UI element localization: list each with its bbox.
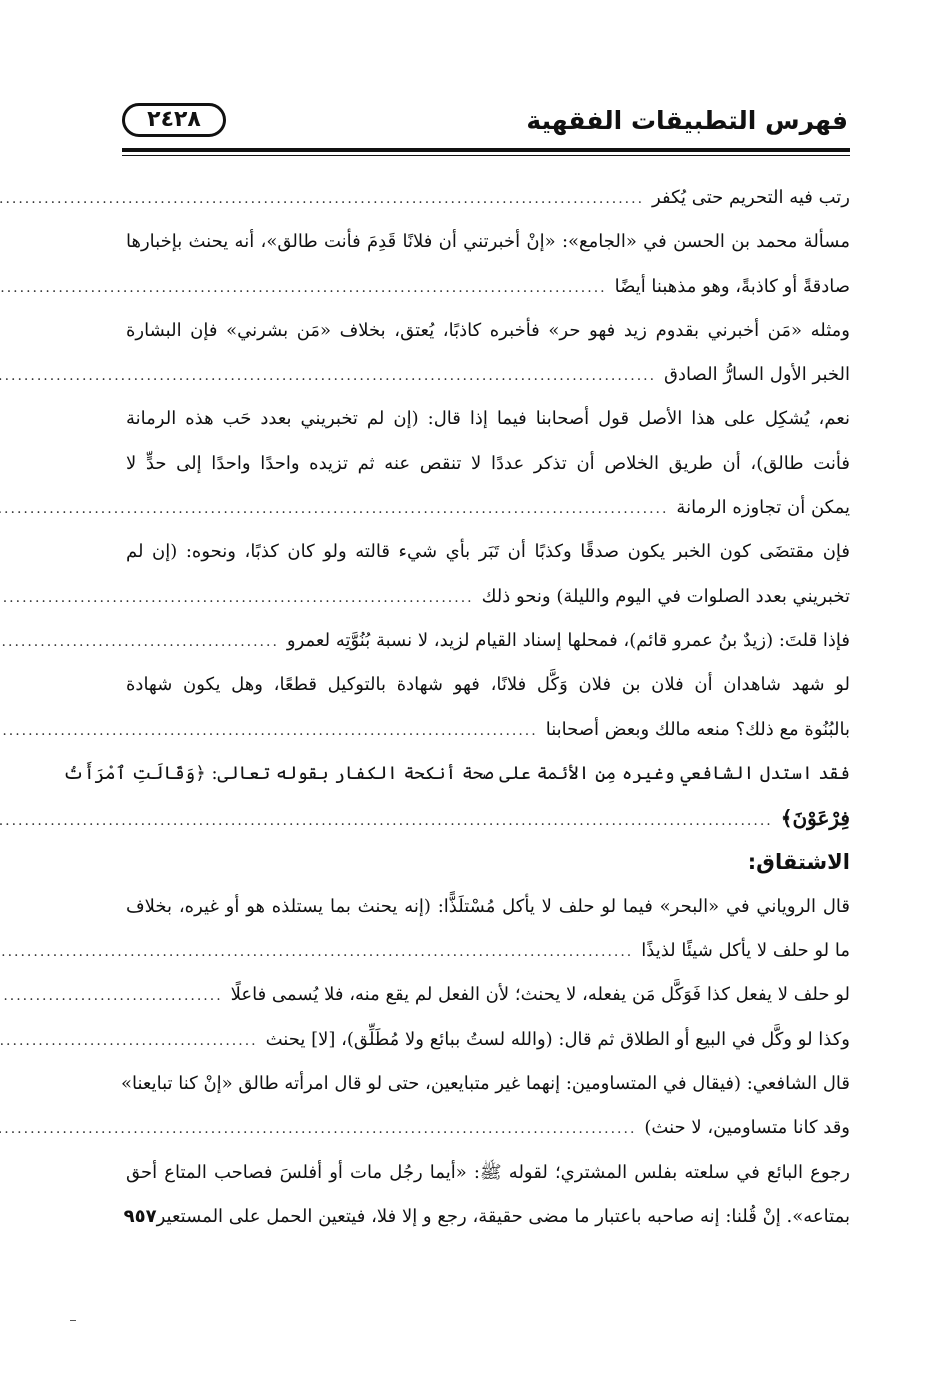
page-title: فهرس التطبيقات الفقهية — [526, 106, 848, 135]
entry-text: وقد كانا متساومين، لا حنث) — [644, 1117, 850, 1139]
entry-text: بمتاعه». إنْ قُلنا: إنه صاحبه باعتبار ما مضى حقيقة، رجع و إلا فلا، فيتعين الحمل على المستعير — [156, 1205, 850, 1227]
entry-text: وكذا لو وكَّل في البيع أو الطلاق ثم قال: (والله لستُ ببائع ولا مُطَلِّق)، [لا] يحنث — [265, 1028, 850, 1050]
index-entry — [126, 1151, 850, 1195]
entry-text: فإذا قلتَ: (زيدٌ بنُ عمرو قائم)، فمحلها إسناد القيام لزيد، لا نسبة بُنُوَّتِه لعمرو — [286, 629, 850, 651]
entry-text: فأنت طالق)، أن طريق الخلاص أن تذكر عددًا لا تنقص عنه ثم تزيده واحدًا واحدًا إلى حدٍّ لا — [126, 452, 850, 474]
entry-text: ما لو حلف لا يأكل شيئًا لذيذًا — [641, 940, 850, 962]
index-entry — [126, 663, 850, 707]
entry-text: صادقةً أو كاذبةً، وهو مذهبنا أيضًا — [614, 275, 850, 297]
index-entry — [126, 442, 850, 486]
entry-page-number: ٩٥٧ — [123, 1205, 157, 1227]
leader-dots — [0, 799, 773, 843]
quran-verse-text: فِرْعَوْنَ﴾ — [780, 806, 850, 831]
entry-text: ومثله «مَن أخبرني بقدوم زيد فهو حر» فأخبره كاذبًا، يُعتق، بخلاف «مَن بشرني» فإن البشارة — [126, 319, 850, 341]
index-entry — [62, 752, 850, 796]
page-header — [122, 100, 848, 146]
leader-dots — [0, 620, 279, 664]
header-rule-thick — [122, 148, 850, 152]
leader-dots — [0, 177, 644, 221]
entry-text: فإن مقتضَى كون الخبر يكون صدقًا وكذبًا أن تَبَر بأي شيء قالته ولو كان كذبًا، ونحوه: (إن لم — [126, 541, 850, 563]
header-rule-thin — [122, 155, 850, 156]
index-entry — [126, 176, 850, 220]
index-entry — [126, 929, 850, 973]
index-entry — [126, 265, 850, 309]
leader-dots — [0, 930, 633, 974]
index-entry — [126, 309, 850, 353]
index-entry — [126, 575, 850, 619]
index-entry — [126, 530, 850, 574]
leader-dots — [0, 709, 538, 753]
entry-text: رجوع البائع في سلعته بفلس المشتري؛ لقوله ﷺ: «أيما رجُل مات أو أفلسَ فصاحب المتاع أحق — [126, 1161, 850, 1183]
index-entry — [126, 486, 850, 530]
leader-dots — [0, 266, 607, 310]
index-body — [62, 176, 850, 1239]
leader-dots — [0, 974, 223, 1018]
entry-text: تخبريني بعدد الصلوات في اليوم والليلة) ونحو ذلك — [481, 585, 850, 607]
entry-text: مسألة محمد بن الحسن في «الجامع»: «إنْ أخبرتني أن فلانًا قَدِمَ فأنت طالق»، أنه يحنث بإخبارها — [126, 231, 850, 253]
footer-mark — [70, 1320, 76, 1321]
section-heading: الاشتقاق: — [747, 850, 850, 875]
entry-text: بالبُنُوة مع ذلك؟ منعه مالك وبعض أصحابنا — [545, 718, 850, 740]
leader-dots — [0, 1019, 258, 1063]
entry-text: نعم، يُشكِل على هذا الأصل قول أصحابنا فيما إذا قال: (إن لم تخبريني بعدد حَب هذه الرمانة — [126, 408, 850, 430]
leader-dots — [0, 576, 474, 620]
entry-text: يمكن أن تجاوزه الرمانة — [676, 497, 850, 519]
index-entry — [126, 1106, 850, 1150]
entry-text: فقد استدل الشافعي وغيره مِن الأئمة على صحة أنكحة الكفار بقوله تعالى: ﴿وَقَالَتِ ٱمْرَأَتُ — [62, 762, 850, 784]
entry-text: قال الروياني في «البحر» فيما لو حلف لا يأكل مُسْتلَذًّا: (إنه يحنث بما يستلذه هو أو غيره، بخلاف — [126, 895, 850, 917]
index-entry — [126, 220, 850, 264]
entry-text: لو حلف لا يفعل كذا فَوَكَّل مَن يفعله، لا يحنث؛ لأن الفعل لم يقع منه، فلا يُسمى فاعلًا — [230, 984, 850, 1006]
index-entry — [126, 397, 850, 441]
leader-dots — [0, 1107, 636, 1151]
leader-dots — [0, 354, 656, 398]
index-entry — [126, 885, 850, 929]
index-entry — [126, 708, 850, 752]
entry-text: قال الشافعي: (فيقال في المتساومين: إنهما غير متبايعين، حتى لو قال امرأته طالق «إنْ كنا تبايعنا» — [120, 1072, 850, 1094]
index-entry — [123, 1195, 850, 1239]
entry-text: الخبر الأول السارُّ الصادق — [664, 364, 850, 386]
index-entry — [126, 353, 850, 397]
leader-dots — [0, 487, 668, 531]
index-entry — [126, 619, 850, 663]
page-number-badge: ٢٤٢٨ — [122, 103, 226, 137]
index-entry — [126, 1018, 850, 1062]
index-entry — [126, 973, 850, 1017]
index-entry — [120, 1062, 850, 1106]
entry-text: رتب فيه التحريم حتى يُكفر — [652, 187, 850, 208]
entry-text: لو شهد شاهدان أن فلان بن فلان وَكَّل فلانًا، فهو شهادة بالتوكيل قطعًا، وهل يكون شهادة — [126, 674, 850, 696]
index-entry — [126, 796, 850, 840]
